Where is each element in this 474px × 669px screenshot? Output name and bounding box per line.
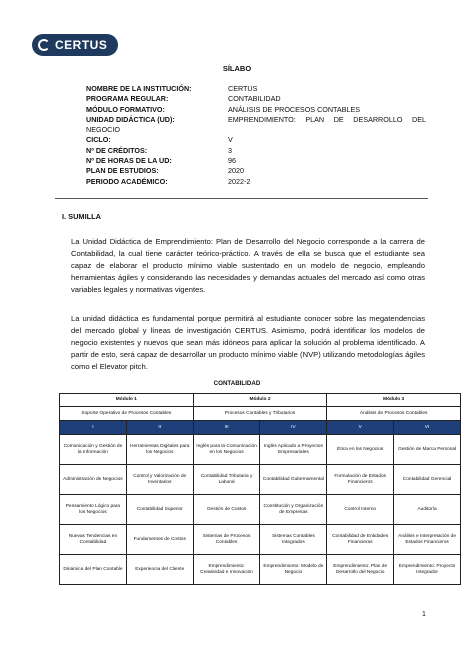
info-key: Nº DE HORAS DE LA UD: bbox=[86, 156, 172, 166]
course-cell: Control Interno bbox=[327, 495, 394, 525]
course-cell: Formulación de Estados Financieros bbox=[327, 465, 394, 495]
course-cell: Fundamentos de Costos bbox=[126, 525, 193, 555]
course-cell: Contabilidad Superior bbox=[126, 495, 193, 525]
course-cell: Sistemas de Procesos Contables bbox=[193, 525, 260, 555]
module-name: Procesos Contables y Tributarios bbox=[193, 407, 327, 421]
divider bbox=[55, 198, 428, 199]
section-heading: I. SUMILLA bbox=[62, 212, 102, 221]
course-cell: Nuevas Tendencias en Contabilidad bbox=[60, 525, 127, 555]
info-key: CICLO: bbox=[86, 135, 111, 145]
course-cell: Experiencia del Cliente bbox=[126, 555, 193, 585]
course-cell: Análisis e Interpretación de Estados Financieros bbox=[394, 525, 461, 555]
table-row-modules bbox=[60, 394, 461, 407]
cycle-header: I bbox=[60, 421, 127, 435]
cycle-header: VI bbox=[394, 421, 461, 435]
cycle-header: IV bbox=[260, 421, 327, 435]
info-key: NOMBRE DE LA INSTITUCIÓN: bbox=[86, 84, 192, 93]
info-key: PLAN DE ESTUDIOS: bbox=[86, 166, 159, 176]
course-cell: Contabilidad Gerencial bbox=[394, 465, 461, 495]
info-row-unit bbox=[86, 115, 426, 125]
info-value: CERTUS bbox=[228, 84, 258, 93]
info-row-credits bbox=[86, 146, 426, 156]
info-block bbox=[86, 84, 426, 187]
info-key: PERIODO ACADÉMICO: bbox=[86, 176, 168, 186]
info-row-hours bbox=[86, 156, 426, 166]
info-value: V bbox=[228, 135, 233, 145]
logo-text: CERTUS bbox=[55, 38, 108, 52]
info-row-plan bbox=[86, 166, 426, 176]
certus-logo bbox=[32, 34, 118, 56]
info-key: UNIDAD DIDÁCTICA (UD): bbox=[86, 114, 175, 124]
module-header: Módulo 3 bbox=[327, 394, 461, 407]
info-row-module bbox=[86, 105, 426, 115]
course-cell: Inglés para la Comunicación en los Negocios bbox=[193, 435, 260, 465]
info-value: ANÁLISIS DE PROCESOS CONTABLES bbox=[228, 104, 361, 114]
info-value: CONTABILIDAD bbox=[228, 94, 281, 104]
course-cell: Pensamiento Lógico para los Negocios bbox=[60, 495, 127, 525]
info-row-institution bbox=[86, 84, 426, 94]
info-value: 2022-2 bbox=[228, 176, 251, 186]
table-row bbox=[60, 465, 461, 495]
course-cell: Gestión de Costos bbox=[193, 495, 260, 525]
course-cell: Constitución y Organización de Empresas bbox=[260, 495, 327, 525]
course-cell: Inglés Aplicado a Proyectos Empresariales bbox=[260, 435, 327, 465]
course-cell: Ética en los Negocios bbox=[327, 435, 394, 465]
course-cell: Contabilidad Gubernamental bbox=[260, 465, 327, 495]
table-title: CONTABILIDAD bbox=[213, 380, 261, 387]
course-cell: Emprendimiento: Plan de Desarrollo del Negocio bbox=[327, 555, 394, 585]
page-number: 1 bbox=[422, 611, 426, 618]
course-cell: Emprendimiento: Creatividad e Innovación bbox=[193, 555, 260, 585]
course-cell: Herramientas Digitales para los Negocios bbox=[126, 435, 193, 465]
course-cell: Contabilidad de Entidades Financieras bbox=[327, 525, 394, 555]
table-row bbox=[60, 495, 461, 525]
module-name: Soporte Operativo de Procesos Contables bbox=[60, 407, 194, 421]
course-cell: Gestión de Marca Personal bbox=[394, 435, 461, 465]
info-key: Nº DE CRÉDITOS: bbox=[86, 145, 148, 155]
table-row bbox=[60, 435, 461, 465]
info-value: EMPRENDIMIENTO: PLAN DE DESARROLLO DEL bbox=[228, 114, 426, 124]
paragraph: La unidad didáctica es fundamental porque permitirá al estudiante conocer sobre las megatendencias del mercado global y líneas de investigación CERTUS. Asimismo, podrá identificar los modelos de negocio existentes y nuevos que sean más idóneos para aplicar la solución al problema identificado. A partir de esto, será capaz de desarrollar un producto mínimo viable (NVP) utilizando metodologías ágiles como el Elevator pitch. bbox=[71, 314, 425, 372]
course-cell: Contabilidad Tributaria y Laboral bbox=[193, 465, 260, 495]
module-header: Módulo 2 bbox=[193, 394, 327, 407]
table-row-module-names bbox=[60, 407, 461, 421]
info-key: PROGRAMA REGULAR: bbox=[86, 94, 169, 104]
table-row-cycles bbox=[60, 421, 461, 435]
table-row bbox=[60, 555, 461, 585]
info-value: 3 bbox=[228, 145, 232, 155]
course-cell: Emprendimiento: Modelo de Negocio bbox=[260, 555, 327, 585]
course-cell: Emprendimiento: Proyecto Integrador bbox=[394, 555, 461, 585]
course-cell: Sistemas Contables Integrados bbox=[260, 525, 327, 555]
cycle-header: III bbox=[193, 421, 260, 435]
document-title: SÍLABO bbox=[222, 64, 252, 73]
paragraph: La Unidad Didáctica de Emprendimiento: Plan de Desarrollo del Negocio corresponde a la carrera de Contabilidad, la cual tiene carácter teórico-práctico. A través de ella se busca que el estudiante sea capaz de elaborar el producto mínimo viable sustentado en un modelo de negocio, empleando herramientas ágiles y considerando las necesidades y demandas actuales del mercado así como otras variables legales y normativas vigentes. bbox=[71, 237, 425, 295]
course-cell: Auditoría bbox=[394, 495, 461, 525]
info-key: MÓDULO FORMATIVO: bbox=[86, 104, 165, 114]
course-cell: Administración de Negocios bbox=[60, 465, 127, 495]
course-cell: Dinámica del Plan Contable bbox=[60, 555, 127, 585]
logo-mark-icon bbox=[38, 39, 50, 51]
module-name: Análisis de Procesos Contables bbox=[327, 407, 461, 421]
module-header: Módulo 1 bbox=[60, 394, 194, 407]
info-row-cycle bbox=[86, 135, 426, 145]
info-row-period bbox=[86, 177, 426, 187]
info-row-program bbox=[86, 94, 426, 104]
info-value: 2020 bbox=[228, 166, 244, 176]
cycle-header: II bbox=[126, 421, 193, 435]
table-row bbox=[60, 525, 461, 555]
course-cell: Control y Valorización de Inventarios bbox=[126, 465, 193, 495]
cycle-header: V bbox=[327, 421, 394, 435]
course-cell: Comunicación y Gestión de la Información bbox=[60, 435, 127, 465]
curriculum-table bbox=[59, 393, 461, 585]
info-value: 96 bbox=[228, 156, 236, 166]
info-value-continuation: NEGOCIO bbox=[86, 125, 120, 135]
